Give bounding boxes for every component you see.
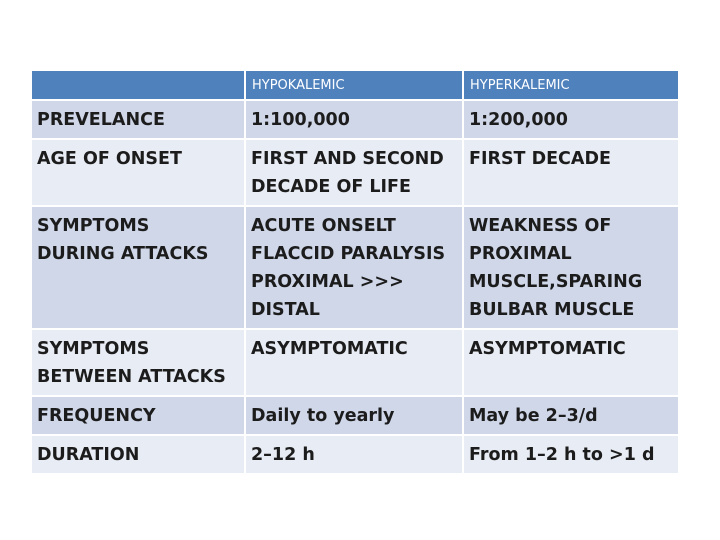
hypokalemic-cell: FIRST AND SECOND DECADE OF LIFE	[245, 139, 463, 206]
row-label: PREVELANCE	[32, 100, 245, 139]
hypokalemic-cell: Daily to yearly	[245, 396, 463, 435]
hypokalemic-cell: 2–12 h	[245, 435, 463, 473]
hyperkalemic-cell: ASYMPTOMATIC	[463, 329, 678, 396]
hyperkalemic-cell: From 1–2 h to >1 d	[463, 435, 678, 473]
row-label: SYMPTOMS DURING ATTACKS	[32, 206, 245, 329]
row-label: AGE OF ONSET	[32, 139, 245, 206]
hypokalemic-cell: 1:100,000	[245, 100, 463, 139]
table-row	[32, 329, 678, 396]
row-label: SYMPTOMS BETWEEN ATTACKS	[32, 329, 245, 396]
header-cell-empty	[32, 71, 245, 100]
header-cell-hypokalemic: HYPOKALEMIC	[245, 71, 463, 100]
hypokalemic-cell: ACUTE ONSELT FLACCID PARALYSIS PROXIMAL >>> DISTAL	[245, 206, 463, 329]
periodic-paralysis-comparison-table	[32, 71, 678, 473]
hyperkalemic-cell: 1:200,000	[463, 100, 678, 139]
hyperkalemic-cell: May be 2–3/d	[463, 396, 678, 435]
table-row	[32, 396, 678, 435]
row-label: FREQUENCY	[32, 396, 245, 435]
hyperkalemic-cell: FIRST DECADE	[463, 139, 678, 206]
row-label: DURATION	[32, 435, 245, 473]
hyperkalemic-cell: WEAKNESS OF PROXIMAL MUSCLE,SPARING BULBAR MUSCLE	[463, 206, 678, 329]
table-row	[32, 206, 678, 329]
hypokalemic-cell: ASYMPTOMATIC	[245, 329, 463, 396]
header-cell-hyperkalemic: HYPERKALEMIC	[463, 71, 678, 100]
header-row	[32, 71, 678, 100]
table-row	[32, 139, 678, 206]
table-row	[32, 100, 678, 139]
table-row	[32, 435, 678, 473]
